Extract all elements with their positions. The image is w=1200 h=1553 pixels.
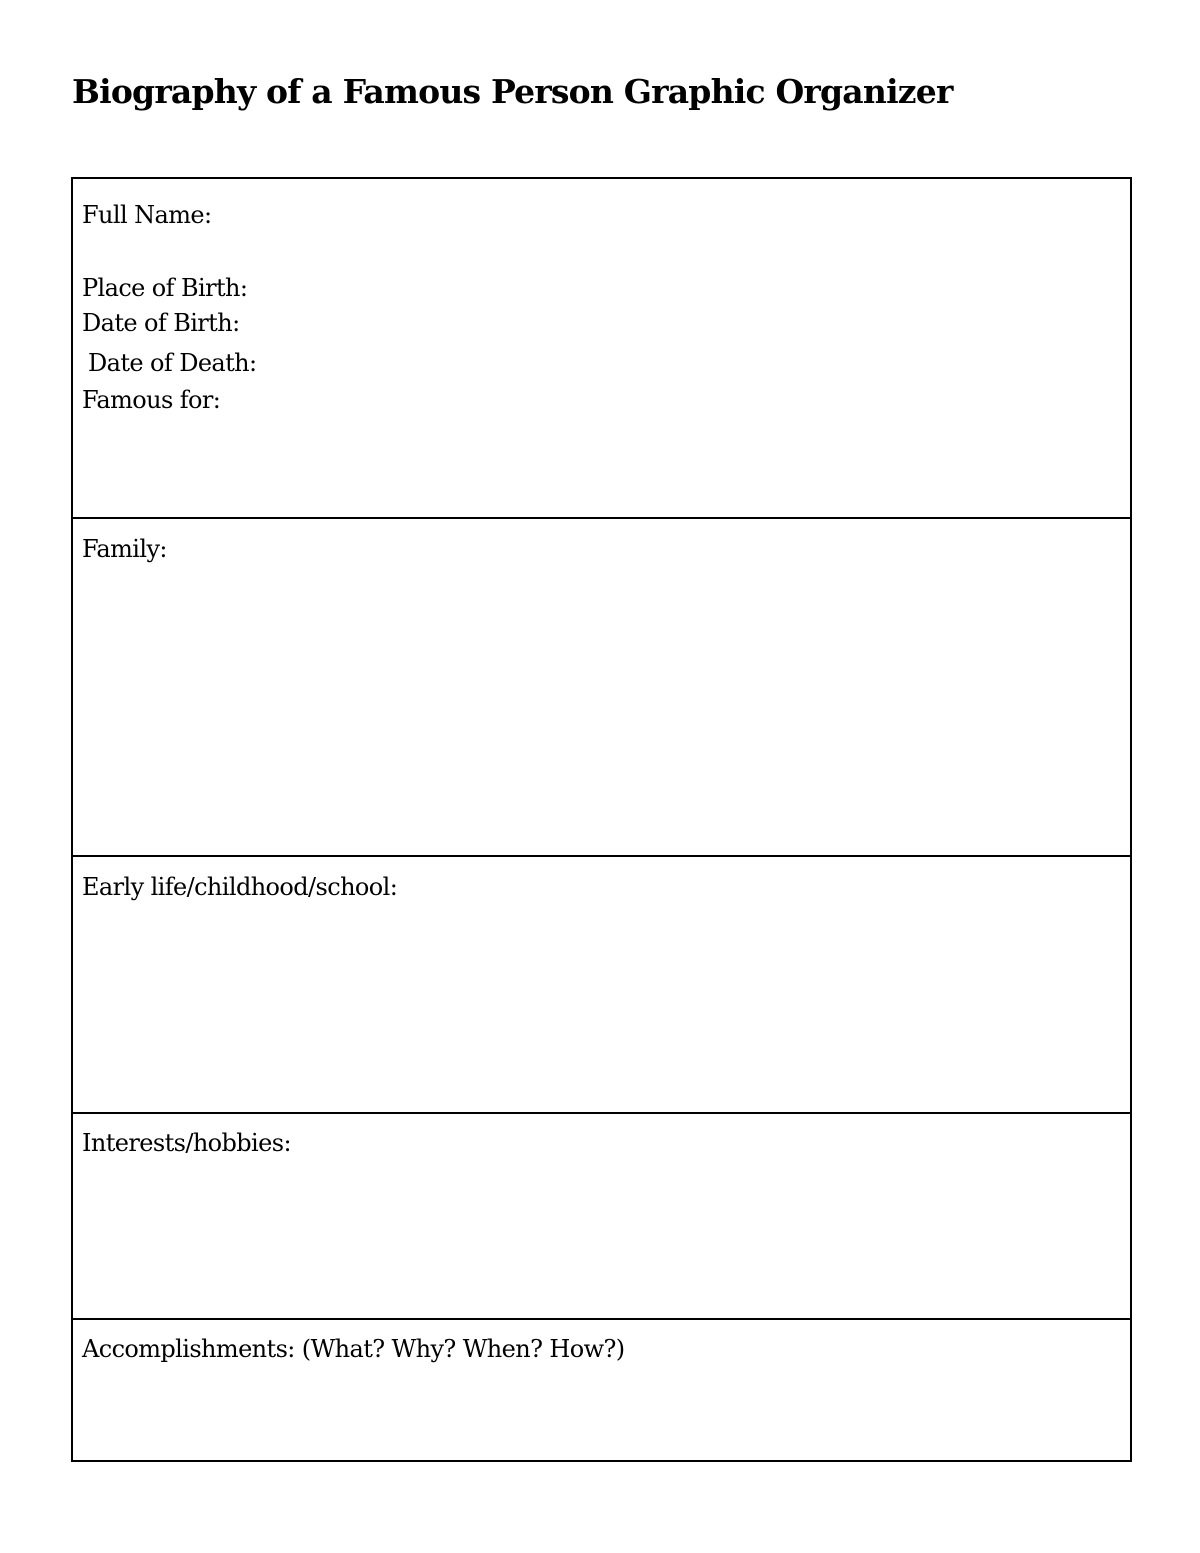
place-of-birth-label: Place of Birth: xyxy=(82,274,248,302)
interests-label: Interests/hobbies: xyxy=(82,1129,291,1157)
graphic-organizer-form xyxy=(71,177,1132,1462)
famous-for-label: Famous for: xyxy=(82,386,221,414)
early-life-section[interactable] xyxy=(73,857,1130,1114)
identity-section[interactable] xyxy=(73,179,1130,519)
early-life-label: Early life/childhood/school: xyxy=(82,873,398,901)
accomplishments-section[interactable] xyxy=(73,1320,1130,1460)
interests-section[interactable] xyxy=(73,1114,1130,1320)
date-of-birth-label: Date of Birth: xyxy=(82,309,240,337)
family-label: Family: xyxy=(82,535,167,563)
date-of-death-label: Date of Death: xyxy=(88,349,257,377)
page-title: Biography of a Famous Person Graphic Organizer xyxy=(72,72,953,111)
family-section[interactable] xyxy=(73,519,1130,857)
accomplishments-label: Accomplishments: (What? Why? When? How?) xyxy=(82,1335,625,1363)
full-name-label: Full Name: xyxy=(82,201,212,229)
